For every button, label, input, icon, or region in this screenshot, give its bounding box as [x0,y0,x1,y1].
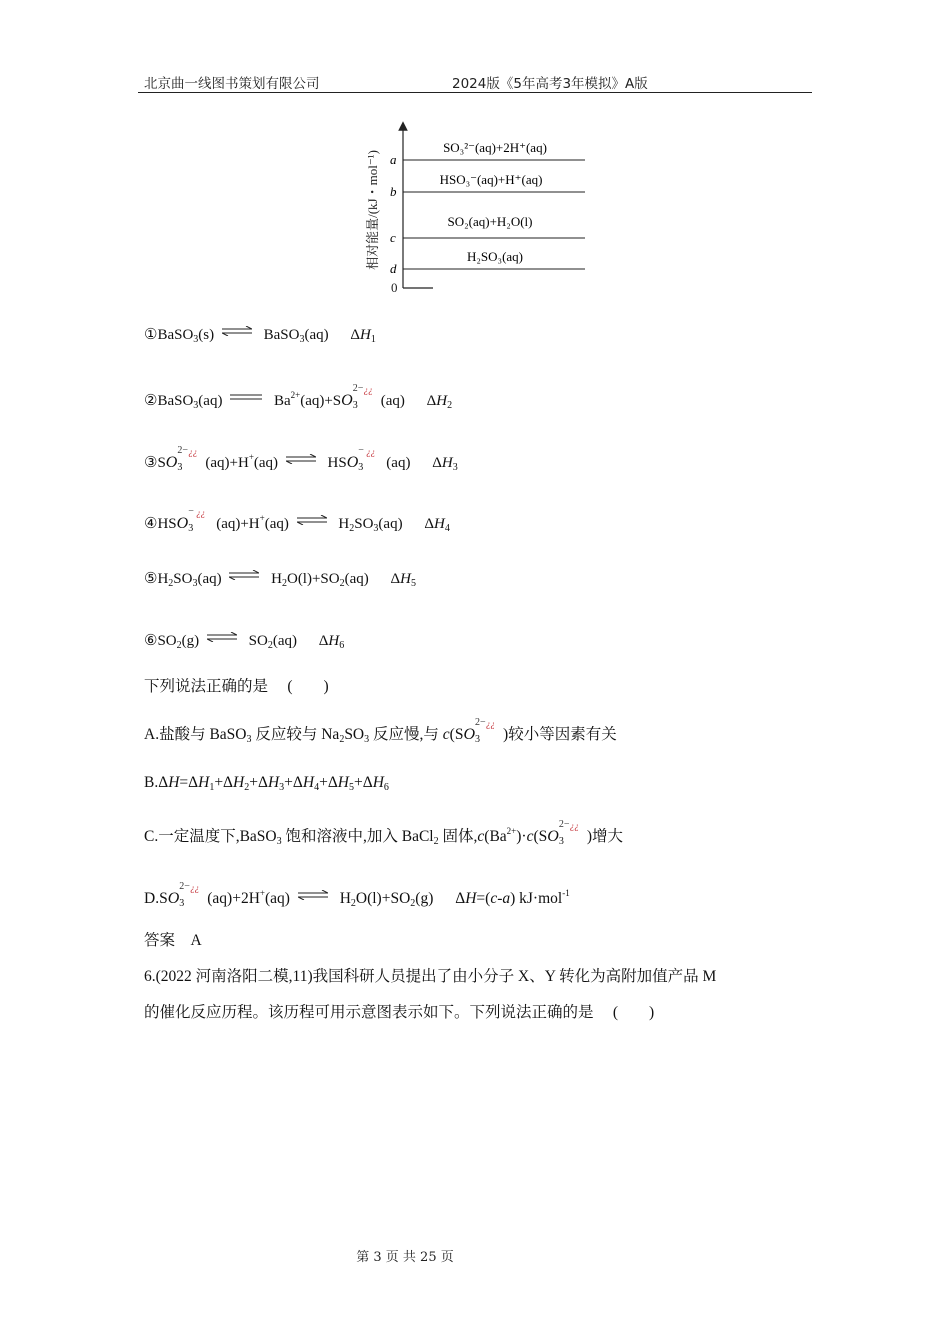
equilibrium-arrow [298,890,328,900]
equilibrium-arrow [207,632,237,642]
level-d-key: d [390,261,397,276]
level-a-key: a [390,152,397,167]
level-b-label: HSO₃⁻(aq)+H⁺(aq) [439,172,543,187]
level-d-label: H₂SO₃(aq) [467,249,523,264]
option-d[interactable]: D.SO 2− ¿¿ 3 (aq)+2H+(aq) $H_2O(l)+SO_2(g)$ ΔH=(c-a) kJ·mol$^{-1}$ [144,881,570,909]
q6-line-1: 6.(2022 河南洛阳二模,11)我国科研人员提出了由小分子 X、Y 转化为高附加值产品 M [144,968,717,985]
q6-line-2: 的催化反应历程。该历程可用示意图表示如下。下列说法正确的是 ( ) [144,1004,655,1021]
equation-2: ②BaSO$_3$(aq) $Ba^{2+}(aq)+SO$ 2− ¿¿ 3 (aq) $\Delta H_2$ [144,383,453,411]
equation-3: ③SO 2− ¿¿ 3 (aq)+H+(aq) HSO − ¿¿ 3 (aq) $\Delta H_3$ [144,445,458,473]
question-stem: 下列说法正确的是 ( ) [144,678,329,695]
equilibrium-arrow [222,326,252,336]
header-left: 北京曲一线图书策划有限公司 [144,76,320,92]
equation-1: ①BaSO$_3$(s) BaSO$_3$(aq) $\Delta H_1$ [144,327,376,345]
y-axis-label: 相对能量/(kJ・mol⁻¹) [365,150,380,270]
header-right: 2024版《5年高考3年模拟》A版 [452,76,648,92]
answer: 答案 A [144,932,202,949]
header-rule [138,92,812,93]
energy-level-diagram [355,118,595,300]
level-c-label: SO₂(aq)+H₂O(l) [447,214,533,229]
equation-6: $⑥SO_2(g)$ $SO_2(aq)$ $\Delta H_6$ [144,633,345,651]
equation-4: ④HSO − ¿¿ 3 (aq)+H+(aq) $H_2SO_3(aq)$ $\Delta H_4$ [144,506,450,534]
option-b[interactable]: $B.\Delta H=\Delta H_1+\Delta H_2+\Delta H_3+\Delta H_4+\Delta H_5+\Delta H_6$ [144,774,389,793]
equation-5: $⑤H_2SO_3(aq)$ $H_2O(l)+SO_2(aq)$ $\Delta H_5$ [144,571,417,589]
equilibrium-arrow [229,570,259,580]
level-b-key: b [390,184,397,199]
origin-label: 0 [391,280,398,295]
equals-sign [230,393,262,401]
equilibrium-arrow [297,515,327,525]
page-footer: 第 3 页 共 25 页 [356,1250,454,1265]
level-a-label: SO₃²⁻(aq)+2H⁺(aq) [443,140,547,155]
level-c-key: c [390,230,396,245]
equilibrium-arrow [286,454,316,464]
option-a[interactable]: A.盐酸与 BaSO$_3$ 反应较与 $Na_2SO_3$ 反应慢,与 c(SO 2− ¿¿ 3 )较小等因素有关 [144,717,617,745]
option-c[interactable]: C.一定温度下,BaSO$_3$ 饱和溶液中,加入 BaCl$_2$ 固体$,c(Ba^{2+})\cdot c(SO$ 2− ¿¿ 3 )增大 [144,819,623,847]
